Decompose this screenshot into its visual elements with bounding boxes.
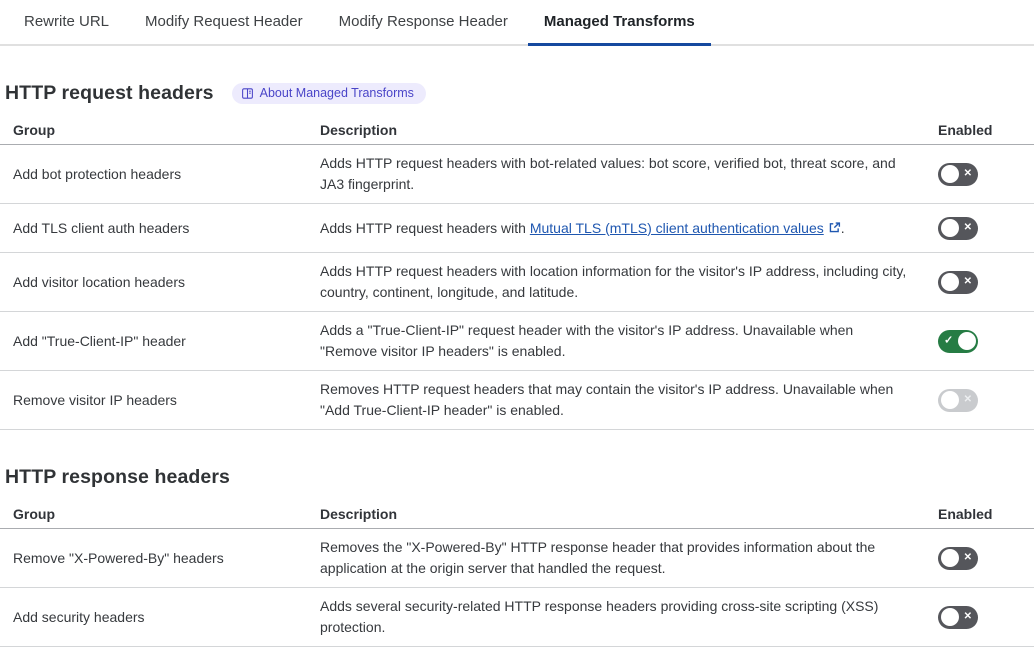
description-text: Adds a "True-Client-IP" request header with the visitor's IP address. Unavailable when "Remove visitor IP headers" is enabled.: [320, 322, 854, 359]
table-row: [0, 145, 1034, 204]
section-title: HTTP request headers: [5, 82, 214, 104]
toggle-knob: [941, 219, 959, 237]
group-label: Add bot protection headers: [13, 165, 182, 182]
description-text: Adds several security-related HTTP response headers providing cross-site scripting (XSS) protection.: [320, 598, 879, 635]
table-row: [0, 253, 1034, 312]
request-headers-table: [0, 117, 1034, 430]
group-label: Add TLS client auth headers: [13, 219, 190, 236]
tab-modify-request-header[interactable]: Modify Request Header: [145, 13, 303, 30]
tab-bar: [0, 0, 1034, 46]
column-header-group: Group: [13, 506, 55, 522]
x-icon: ✕: [963, 393, 972, 405]
toggle-knob: [941, 273, 959, 291]
group-label: Remove "X-Powered-By" headers: [13, 549, 224, 566]
table-row: [0, 371, 1034, 430]
x-icon: ✕: [963, 610, 972, 622]
description-text: Removes the "X-Powered-By" HTTP response header that provides information about the application at the origin server that handled the request.: [320, 539, 876, 576]
group-label: Remove visitor IP headers: [13, 391, 177, 408]
toggle-knob: [941, 549, 959, 567]
tab-managed-transforms[interactable]: Managed Transforms: [528, 1, 711, 44]
enabled-toggle[interactable]: [938, 217, 978, 240]
group-label: Add security headers: [13, 608, 145, 625]
description-text: Adds HTTP request headers with Mutual TLS (mTLS) client authentication values .: [320, 219, 845, 236]
book-icon: [241, 87, 254, 100]
column-header-enabled: Enabled: [938, 122, 993, 138]
x-icon: ✕: [963, 275, 972, 287]
group-label: Add visitor location headers: [13, 273, 185, 290]
enabled-toggle: [938, 389, 978, 412]
table-header-row: [0, 501, 1034, 529]
check-icon: ✓: [944, 334, 954, 347]
table-row: [0, 588, 1034, 647]
response-headers-section: [0, 466, 1034, 647]
enabled-toggle[interactable]: [938, 547, 978, 570]
enabled-toggle[interactable]: [938, 163, 978, 186]
description-text: Adds HTTP request headers with location information for the visitor's IP address, including city, country, continent, longitude, and latitude.: [320, 263, 907, 300]
tab-modify-response-header[interactable]: Modify Response Header: [338, 13, 508, 30]
external-link-icon: [828, 221, 841, 234]
toggle-knob: [958, 332, 976, 350]
enabled-toggle[interactable]: [938, 271, 978, 294]
description-link[interactable]: Mutual TLS (mTLS) client authentication values: [529, 219, 824, 236]
x-icon: ✕: [963, 221, 972, 233]
enabled-toggle[interactable]: [938, 606, 978, 629]
toggle-knob: [941, 391, 959, 409]
column-header-description: Description: [320, 506, 398, 522]
badge-label: About Managed Transforms: [259, 86, 414, 100]
table-header-row: [0, 117, 1034, 145]
group-label: Add "True-Client-IP" header: [13, 332, 186, 349]
about-managed-transforms-badge[interactable]: [232, 83, 426, 104]
column-header-group: Group: [13, 122, 55, 138]
request-headers-section: [0, 82, 1034, 430]
section-title: HTTP response headers: [5, 466, 230, 488]
table-row: [0, 204, 1034, 253]
column-header-enabled: Enabled: [938, 506, 993, 522]
x-icon: ✕: [963, 551, 972, 563]
toggle-knob: [941, 165, 959, 183]
enabled-toggle[interactable]: [938, 330, 978, 353]
column-header-description: Description: [320, 122, 398, 138]
tab-rewrite-url[interactable]: Rewrite URL: [24, 13, 110, 30]
toggle-knob: [941, 608, 959, 626]
response-headers-table: [0, 501, 1034, 647]
table-row: [0, 529, 1034, 588]
description-text: Adds HTTP request headers with bot-related values: bot score, verified bot, threat score, and JA3 fingerprint.: [320, 155, 896, 192]
x-icon: ✕: [963, 167, 972, 179]
description-text: Removes HTTP request headers that may contain the visitor's IP address. Unavailable when "Add True-Client-IP header" is enabled.: [320, 381, 894, 418]
table-row: [0, 312, 1034, 371]
